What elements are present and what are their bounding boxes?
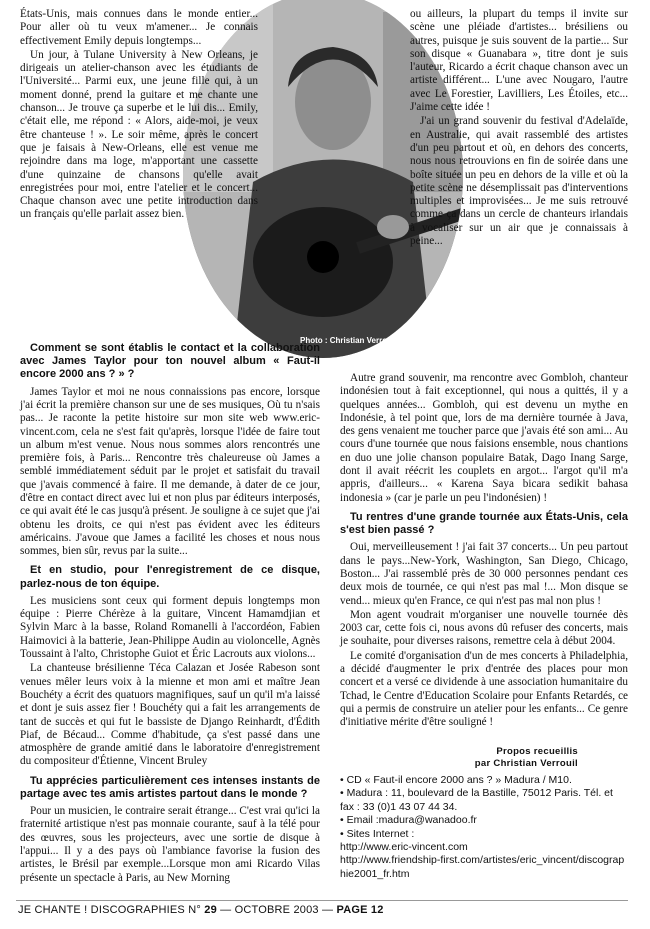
question-heading: Et en studio, pour l'enregistrement de ce disque, parlez-nous de ton équipe. (20, 564, 320, 590)
question-heading: Tu apprécies particulièrement ces intenses instants de partage avec tes amis artistes partout dans le monde ? (20, 774, 320, 800)
info-box (340, 774, 625, 881)
info-line: • Sites Internet : (340, 827, 415, 840)
paragraph: Les musiciens sont ceux qui forment depuis longtemps mon équipe : Pierre Chérèze à la guitare, Vincent Hamamdjian et Sylvin Marc à la basse, Roland Romanelli à l'accordéon, Fabien Haimovici à la batterie, Jean-Philippe Audin au violoncelle, Agnès Toussaint à l'alto, Christophe Guiot et Éric Lacrouts aux violons... (20, 594, 320, 661)
paragraph: Pour un musicien, le contraire serait étrange... C'est vrai qu'ici la fraternité artistique n'est pas monnaie courante, sauf à la télé pour des œuvres, sous les projecteurs, avec une sortie de disque à l'appui... Il y a des pays où l'ambiance favorise la fusion des artistes, le Brésil par exemple...Lorsque mon ami Ricardo Vilas présente un spectacle à Paris, au New Morning (20, 805, 320, 884)
info-link[interactable]: http://www.eric-vincent.com (340, 841, 468, 854)
paragraph: J'ai un grand souvenir du festival d'Adelaïde, en Australie, qui avait rassemblé des artistes d'un peu partout et où, en dehors des concerts, nous nous retrouvions en fin de soirée dans une boîte située un peu en dehors de la ville et où la petite scène ne désemplissait pas d'interventions multiples et improvisées... Je me suis retrouvé comme ça dans un cercle de chanteurs irlandais à vocaliser sur un air que je connaissais à peine... (410, 115, 628, 248)
footer-date: — OCTOBRE 2003 — (220, 904, 334, 916)
info-line: • CD « Faut-il encore 2000 ans ? » Madura / M10. (340, 774, 572, 786)
right-main-column (340, 372, 628, 731)
interview-signature (475, 746, 578, 770)
signature-author: par Christian Verrouil (474, 758, 578, 769)
info-link[interactable]: http://www.friendship-first.com/artistes/eric_vincent/discographie2001_fr.htm (340, 854, 625, 880)
paragraph: James Taylor et moi ne nous connaissions pas encore, lorsque j'ai écrit la première chanson sur une de ses musiques, Où tu n'sais pas... Je raconte la petite histoire sur mon site web www.eric-vincent.com, cela ne s'est fait qu'après, lorsque l'idée de faire tout un album m'est venue. Nous nous sommes alors rencontrés une première fois, à Paris... Rencontre très chaleureuse où James a semblé immédiatement séduit par le projet et satisfait du travail que j'avais commencé à faire. Il me demande, à dater de ce jour, d'être en contact direct avec lui et non plus par éditeurs interposés, ce qui avait été le cas jusqu'à présent. Je souligne à ce sujet que j'ai obtenu les droits, ce qui n'est pas évident avec les éditeurs américains. J'avoue que James a facilité les choses et nous nous sommes, bien sûr, revus par la suite... (20, 385, 320, 558)
page-footer (18, 904, 384, 916)
photo-credit: Photo : Christian Verrouil (300, 336, 397, 345)
paragraph: États-Unis, mais connues dans le monde entier... Pour aller où tu veux m'amener... Je connais effectivement Emily depuis longtemps... (20, 8, 258, 47)
question-heading: Tu rentres d'une grande tournée aux États-Unis, cela s'est bien passé ? (340, 510, 628, 537)
paragraph: Mon agent voudrait m'organiser une nouvelle tournée dès 2003 car, cette fois ci, nous avons dû refuser des concerts, mais je souhaite, pour diverses raisons, remettre cela à début 2004. (340, 608, 628, 648)
footer-magazine: JE CHANTE ! DISCOGRAPHIES N° (18, 904, 201, 916)
info-email[interactable]: • Email :madura@wanadoo.fr (340, 814, 477, 827)
paragraph: Oui, merveilleusement ! j'ai fait 37 concerts... Un peu partout dans le pays...New-York, Washington, San Diego, Chicago, Boston... J'ai rassemblé près de 30 000 personnes pendant ces deux mois de tournée, ce qui n'est pas mal !... Mon disque se vend... mieux qu'en France, ce qui n'est pas mal non plus ! (340, 541, 628, 607)
info-line: • Madura : 11, boulevard de la Bastille, 75012 Paris. Tél. et fax : 33 (0)1 43 07 44 34. (340, 787, 613, 813)
footer-divider (16, 900, 628, 901)
paragraph: La chanteuse brésilienne Téca Calazan et Josée Rabeson sont venues mêler leurs voix à la mienne et mon ami et maître Jean Bouchéty a écrit des quatuors magnifiques, sauf un qu'il m'a laissé et dont je suis assez fier ! Bouchéty qui a fait les arrangements de tant de succès et qui fut le bassiste de Django Reinhardt, d'Édith Piaf, de Bécaud... Comme d'habitude, ça s'est passé dans une atmosphère de grande amitié dans le laboratoire d'enregistrement du compositeur d'Étienne, Vincent Bruley (20, 662, 320, 768)
paragraph: Autre grand souvenir, ma rencontre avec Gombloh, chanteur indonésien tout à fait exceptionnel, qui nous a quittés, il y a quelques années... Gombloh, qui est devenu un mythe en Indonésie, à tel point que, lors de ma dernière tournée à Java, des gens venaient me toucher parce que j'avais été son ami... Au cours d'une tournée que nous faisions ensemble, nous chantions en duo une jolie chanson populaire Batak, Dago Inang Sarge, dont il avait réécrit les couplets en argot... l'argot qu'il m'a appris, d'ailleurs... « Karena Saya bicara sedikit bahasa indonesia » (car je parle un peu l'indonésien) ! (340, 372, 628, 504)
left-top-column (20, 8, 258, 223)
signature-line: Propos recueillis (496, 746, 578, 757)
footer-page: PAGE 12 (336, 904, 384, 916)
paragraph: ou ailleurs, la plupart du temps il invite sur scène une pléiade d'artistes... brésiliens ou autres, puisque je suis souvent de la partie... Sur son disque « Guanabara », titre dont je suis l'auteur, Ricardo a écrit chaque chanson avec un artiste différent... L'une avec Nougaro, l'autre avec Le Forestier, Lavilliers, Les Étoiles, etc... J'aime cette idée ! (410, 8, 628, 114)
right-top-column (410, 8, 628, 249)
paragraph: Le comité d'organisation d'un de mes concerts à Philadelphia, a décidé d'augmenter le prix d'entrée des places pour mon concert et a versé ce dividende à une association humanitaire du Tchad, le Centre d'Education Scolaire pour Enfants Retardés, ce qui a permis de construire un atelier pour les enfants... Ce genre d'initiative mérite d'être souligné ! (340, 649, 628, 729)
left-main-column (20, 336, 320, 886)
footer-issue: 29 (204, 904, 217, 916)
paragraph: Un jour, à Tulane University à New Orleans, je dirigeais un atelier-chanson avec les étudiants de l'Université... Parmi eux, une jeune fille qui, à un moment donné, prend la guitare et me chante une chanson... Je trouve ça superbe et le lui dis... Emily, c'était elle, me répond : « Alors, aide-moi, je veux être chanteuse ! ». Le soir même, après le concert que je faisais à New-Orleans, elle est venue me rejoindre dans ma loge, m'apportant une cassette d'une quinzaine de chansons qu'elle avait enregistrées pour moi, entre l'atelier et le concert... Chaque chanson avec une petite introduction dans un français qu'elle parlait assez bien. (20, 48, 258, 221)
question-heading: Comment se sont établis le contact et la collaboration avec James Taylor pour ton nouvel album « Faut-il encore 2000 ans ? » ? (20, 342, 320, 381)
